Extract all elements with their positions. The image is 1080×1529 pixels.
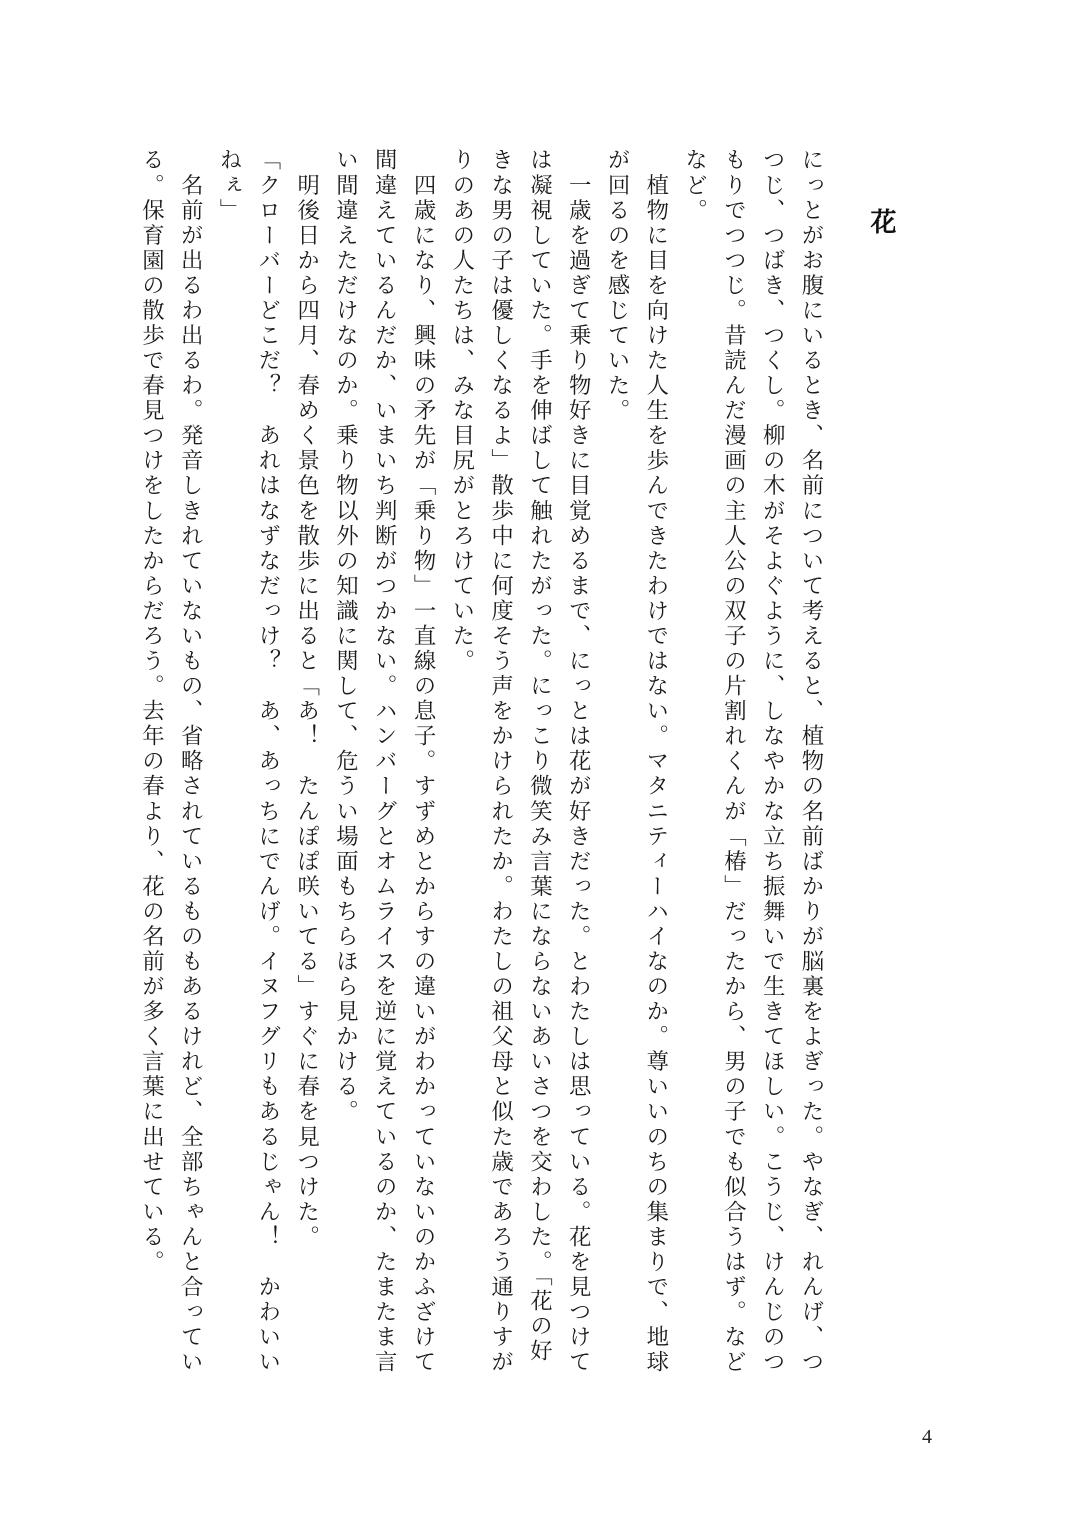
paragraph-1: にっとがお腹にいるとき、名前について考えると、植物の名前ばかりが脳裏をよぎった。やなぎ、れんげ、つつじ、つばき、つくし。柳の木がそよぐように、しなやかな立ち振舞いで生きてほしい。こうじ、けんじのつもりでつつじ。昔読んだ漫画の主人公の双子の片割れくんが「椿」だったから、男の子でも似合うはず。などなど。 (681, 148, 824, 1375)
paragraph-3: 一歳を過ぎて乗り物好きに目覚めるまで、にっとは花が好きだった。とわたしは思っている。花を見つけては凝視していた。手を伸ばして触れたがった。にっこり微笑み言葉にならないあいさつを交わした。「花の好きな男の子は優しくなるよ」散歩中に何度そう声をかけられたか。わたしの祖父母と似た歳であろう通りすがりのあの人たちは、みな目尻がとろけていた。 (448, 148, 592, 1375)
page-number: 4 (922, 1426, 932, 1448)
paragraph-5: 明後日から四月、春めく景色を散歩に出ると「あ！ たんぽぽ咲いてる」すぐに春を見つけた。 (293, 148, 320, 1250)
chapter-title: 花 (866, 208, 896, 234)
paragraph-4: 四歳になり、興味の矛先が「乗り物」一直線の息子。すずめとからすの違いがわかっていないのかふざけて間違えているんだか、いまいち判断がつかない。ハンバーグとオムライスを逆に覚えているのか、たまたま言い間違えただけなのか。乗り物以外の知識に関して、危うい場面もちらほら見かける。 (332, 148, 437, 1375)
body-text (132, 148, 830, 1388)
paragraph-2: 植物に目を向けた人生を歩んできたわけではない。マタニティーハイなのか。尊いいのちの集まりで、地球が回るのを感じていた。 (604, 148, 669, 1375)
paragraph-7: 名前が出るわ出るわ。発音しきれていないもの、省略されているものもあるけれど、全部ちゃんと合っている。保育園の散歩で春見つけをしたからだろう。去年の春より、花の名前が多く言葉に出せている。 (138, 148, 204, 1375)
paragraph-6: 「クローバーどこだ？ あれはなずなだっけ？ あ、あっちにでんげ。イヌフグリもあるじゃん！ かわいいねぇ」 (216, 148, 281, 1375)
